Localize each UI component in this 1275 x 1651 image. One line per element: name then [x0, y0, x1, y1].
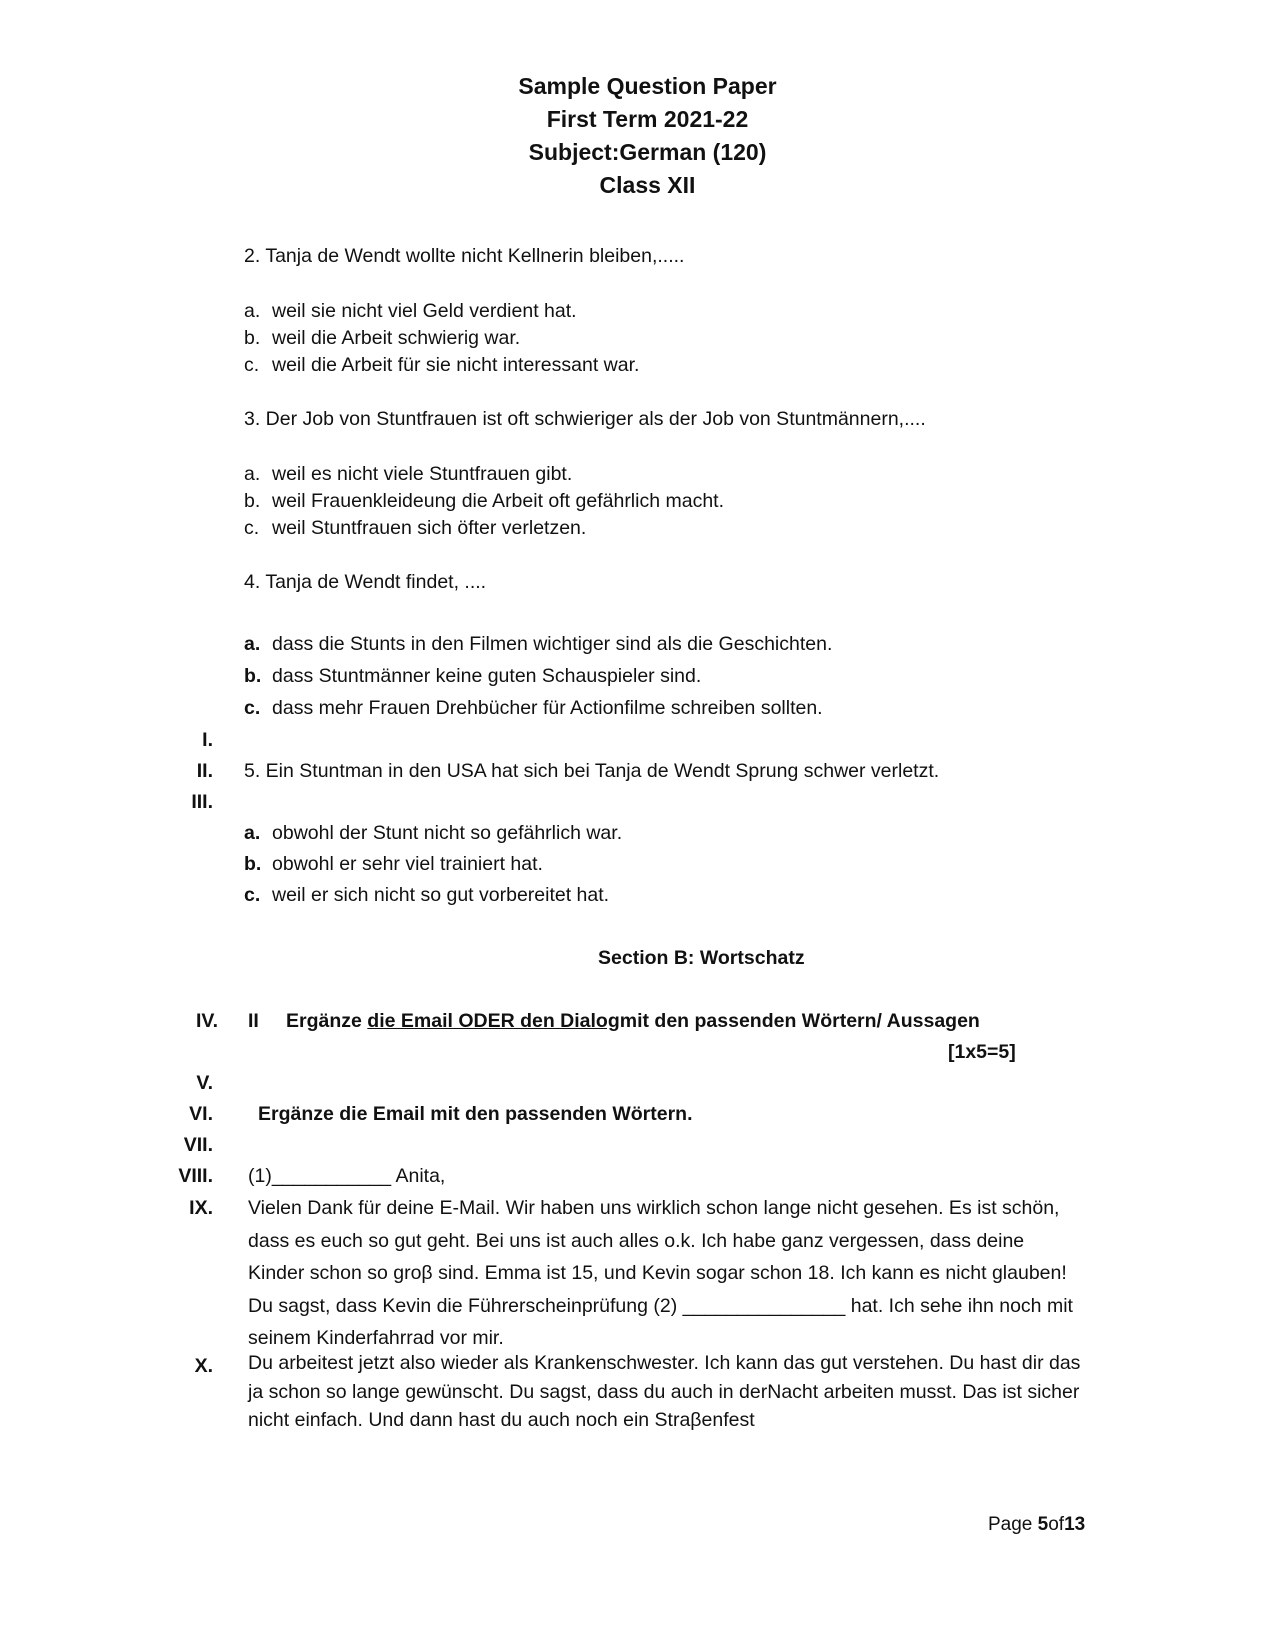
question-4-stem: 4. Tanja de Wendt findet, ....	[244, 571, 487, 593]
option-letter: c.	[244, 517, 260, 539]
question-4-option-c	[244, 696, 823, 720]
question-5-option-b	[244, 852, 543, 876]
option-letter: a.	[244, 300, 261, 322]
option-letter: c.	[244, 354, 260, 376]
task-number: II	[248, 1010, 259, 1032]
roman-numeral: VI.	[189, 1103, 213, 1125]
header-title: Sample Question Paper	[518, 73, 777, 99]
marks-label: [1x5=5]	[948, 1041, 1016, 1063]
option-letter: c.	[244, 697, 261, 719]
roman-numeral: III.	[191, 791, 213, 813]
option-letter: a.	[244, 463, 261, 485]
question-3-option-a	[244, 462, 572, 486]
subtask-instruction: Ergänze die Email mit den passenden Wörtern.	[258, 1103, 693, 1125]
question-4-option-a	[244, 632, 832, 656]
paper-header	[0, 70, 1275, 202]
task-instruction	[286, 1009, 980, 1033]
task-text-underlined: die Email ODER den Dialog	[367, 1010, 620, 1032]
email-paragraph-2: Du arbeitest jetzt also wieder als Krankenschwester. Ich kann das gut verstehen. Du hast dir das ja schon so lange gewünscht. Du sagst, dass du auch in derNacht arbeiten musst. Das ist sicher nicht einfach. Und dann hast du auch noch ein Straβenfest	[248, 1352, 1081, 1431]
page-total: 13	[1064, 1514, 1086, 1535]
email-greeting: (1)___________ Anita,	[248, 1165, 446, 1187]
option-letter: c.	[244, 884, 261, 906]
question-2-stem: 2. Tanja de Wendt wollte nicht Kellnerin bleiben,.....	[244, 245, 685, 267]
option-text: weil Stuntfrauen sich öfter verletzen.	[272, 517, 587, 539]
option-text: weil Frauenkleideung die Arbeit oft gefährlich macht.	[272, 490, 725, 512]
roman-numeral: IX.	[189, 1197, 213, 1219]
page-label: Page	[988, 1514, 1038, 1535]
question-3-stem: 3. Der Job von Stuntfrauen ist oft schwieriger als der Job von Stuntmännern,....	[244, 408, 926, 430]
page-number: 5	[1037, 1514, 1049, 1535]
option-letter: b.	[244, 327, 261, 349]
question-2-option-b	[244, 326, 520, 350]
roman-numeral: X.	[194, 1355, 213, 1377]
question-2-option-a	[244, 299, 577, 323]
option-letter: b.	[244, 490, 261, 512]
question-2-option-c	[244, 353, 639, 377]
option-letter: b.	[244, 853, 262, 875]
option-letter: b.	[244, 665, 262, 687]
roman-numeral: VII.	[183, 1134, 213, 1156]
task-text-post: mit den passenden Wörtern/ Aussagen	[619, 1010, 980, 1032]
option-text: weil die Arbeit schwierig war.	[272, 327, 521, 349]
header-subject: Subject:German (120)	[528, 139, 767, 165]
question-5-stem: 5. Ein Stuntman in den USA hat sich bei Tanja de Wendt Sprung schwer verletzt.	[244, 760, 940, 782]
option-text: dass die Stunts in den Filmen wichtiger sind als die Geschichten.	[272, 633, 833, 655]
roman-numeral: V.	[196, 1072, 213, 1094]
option-text: weil er sich nicht so gut vorbereitet hat.	[272, 884, 610, 906]
option-text: obwohl er sehr viel trainiert hat.	[272, 853, 543, 875]
option-text: weil sie nicht viel Geld verdient hat.	[272, 300, 577, 322]
question-3-option-c	[244, 516, 586, 540]
header-term: First Term 2021-22	[546, 106, 749, 132]
question-3-option-b	[244, 489, 724, 513]
option-text: weil die Arbeit für sie nicht interessant war.	[272, 354, 640, 376]
option-text: dass mehr Frauen Drehbücher für Actionfilme schreiben sollten.	[272, 697, 823, 719]
roman-numeral: VIII.	[178, 1165, 213, 1187]
option-letter: a.	[244, 822, 261, 844]
email-paragraph-1: Vielen Dank für deine E-Mail. Wir haben uns wirklich schon lange nicht gesehen. Es ist schön, dass es euch so gut geht. Bei uns ist auch alles o.k. Ich habe ganz vergessen, dass deine Kinder schon so groβ sind. Emma ist 15, und Kevin sogar schon 18. Ich kann es nicht glauben! Du sagst, dass Kevin die Führerscheinprüfung (2) _______________ hat. Ich sehe ihn noch mit seinem Kinderfahrrad vor mir.	[248, 1197, 1073, 1349]
roman-numeral: I.	[202, 729, 213, 751]
option-text: obwohl der Stunt nicht so gefährlich war.	[272, 822, 623, 844]
roman-numeral: IV.	[195, 1010, 218, 1032]
question-4-option-b	[244, 664, 701, 688]
page-of-label: of	[1048, 1514, 1065, 1535]
roman-numeral: II.	[196, 760, 213, 782]
option-text: dass Stuntmänner keine guten Schauspieler sind.	[272, 665, 702, 687]
option-text: weil es nicht viele Stuntfrauen gibt.	[272, 463, 573, 485]
task-text-pre: Ergänze	[286, 1010, 368, 1032]
question-5-option-a	[244, 821, 622, 845]
section-b-title: Section B: Wortschatz	[598, 947, 805, 969]
page-footer	[988, 1513, 1085, 1537]
question-5-option-c	[244, 883, 609, 907]
header-class: Class XII	[599, 172, 696, 198]
option-letter: a.	[244, 633, 261, 655]
